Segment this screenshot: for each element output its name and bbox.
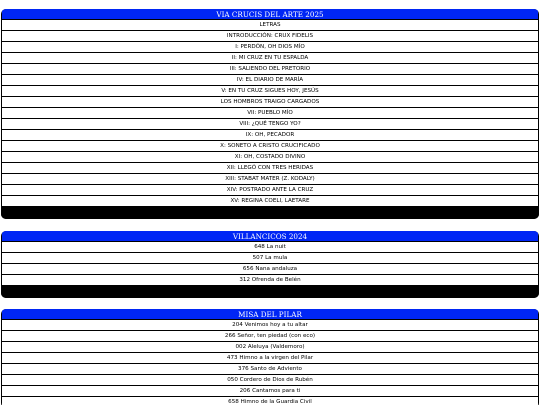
misa-del-pilar-item-8[interactable]: 658 Himno de la Guardia Civil (2, 397, 538, 405)
via-crucis-panel (1, 9, 539, 219)
misa-del-pilar-item-4[interactable]: 473 Himno a la virgen del Pilar (2, 353, 538, 364)
misa-del-pilar-item-3[interactable]: 002 Aleluya (Valdemoro) (2, 342, 538, 353)
via-crucis-item-10[interactable]: X: SONETO A CRISTO CRUCIFICADO (2, 141, 538, 152)
via-crucis-footer (1, 207, 539, 219)
misa-del-pilar-item-2[interactable]: 266 Señor, ten piedad (con eco) (2, 331, 538, 342)
via-crucis-item-1[interactable]: I: PERDÓN, OH DIOS MÍO (2, 42, 538, 53)
via-crucis-item-13[interactable]: XIII: STABAT MATER (Z. KODALY) (2, 174, 538, 185)
via-crucis-title: VIA CRUCIS DEL ARTE 2025 (2, 9, 538, 20)
villancicos-item-3[interactable]: 656 Nana andaluza (2, 264, 538, 275)
via-crucis-item-9[interactable]: IX: OH, PECADOR (2, 130, 538, 141)
misa-del-pilar-item-7[interactable]: 206 Cantamos para ti (2, 386, 538, 397)
via-crucis-item-11[interactable]: XI: OH, COSTADO DIVINO (2, 152, 538, 163)
misa-del-pilar-item-1[interactable]: 204 Venimos hoy a tu altar (2, 320, 538, 331)
misa-del-pilar-title: MISA DEL PILAR (2, 309, 538, 320)
villancicos-item-4[interactable]: 312 Ofrenda de Belén (2, 275, 538, 286)
villancicos-panel (1, 231, 539, 298)
misa-del-pilar-item-6[interactable]: 050 Cordero de Dios de Rubén (2, 375, 538, 386)
via-crucis-item-7[interactable]: VII: PUEBLO MÍO (2, 108, 538, 119)
misa-del-pilar-item-5[interactable]: 376 Santo de Adviento (2, 364, 538, 375)
via-crucis-item-6[interactable]: LOS HOMBROS TRAIGO CARGADOS (2, 97, 538, 108)
villancicos-item-1[interactable]: 648 La nuit (2, 242, 538, 253)
villancicos-item-2[interactable]: 507 La mula (2, 253, 538, 264)
villancicos-title: VILLANCICOS 2024 (2, 231, 538, 242)
via-crucis-item-2[interactable]: II: MI CRUZ EN TU ESPALDA (2, 53, 538, 64)
via-crucis-item-15[interactable]: XV: REGINA COELI, LAETARE (2, 196, 538, 207)
misa-del-pilar-panel (1, 309, 539, 405)
via-crucis-item-5[interactable]: V: EN TU CRUZ SIGUES HOY, JESÚS (2, 86, 538, 97)
via-crucis-item-4[interactable]: IV: EL DIARIO DE MARÍA (2, 75, 538, 86)
via-crucis-item-8[interactable]: VIII: ¿QUÉ TENGO YO? (2, 119, 538, 130)
via-crucis-item-letras[interactable]: LETRAS (2, 20, 538, 31)
via-crucis-item-3[interactable]: III: SALIENDO DEL PRETORIO (2, 64, 538, 75)
via-crucis-item-introduccion[interactable]: INTRODUCCIÓN: CRUX FIDELIS (2, 31, 538, 42)
via-crucis-item-12[interactable]: XII: LLEGÓ CON TRES HERIDAS (2, 163, 538, 174)
via-crucis-item-14[interactable]: XIV: POSTRADO ANTE LA CRUZ (2, 185, 538, 196)
villancicos-footer (1, 286, 539, 298)
